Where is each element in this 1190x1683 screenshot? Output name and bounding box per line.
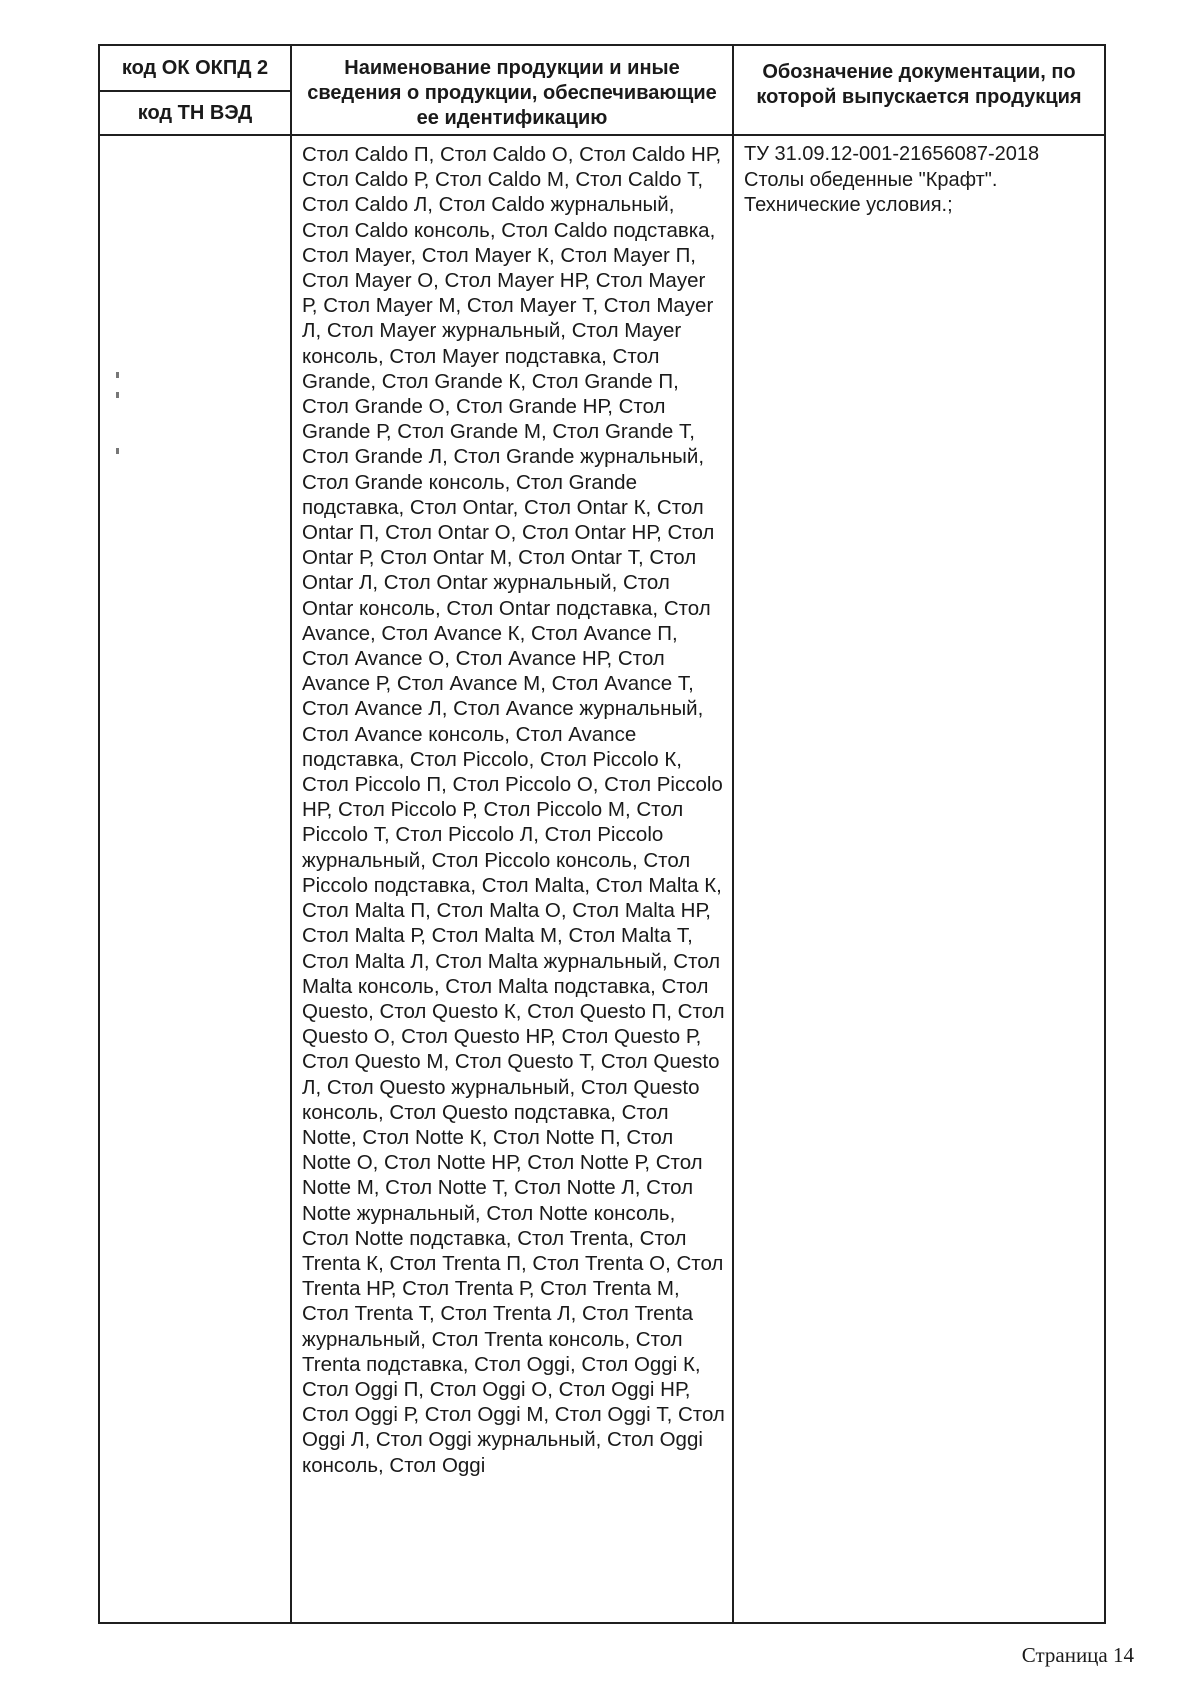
header-product-name-cell [291,45,733,135]
table-header-row [99,45,1105,135]
codes-cell [99,135,291,1623]
designation-title: Столы обеденные "Крафт". [744,168,998,191]
header-documentation-cell [733,45,1105,135]
products-table [98,44,1106,1624]
header-product-name: Наименование продукции и иные сведения о продукции, обеспечивающие ее идентификацию [307,57,717,129]
products-cell [291,135,733,1623]
table-row [99,135,1105,1623]
margin-mark [116,448,119,454]
margin-mark [116,372,119,378]
header-tnved-code: код ТН ВЭД [137,101,253,124]
designation-text [734,136,1104,219]
header-documentation: Обозначение документации, по которой выпускается продукция [756,61,1082,108]
page-number: Страница 14 [1021,1643,1134,1667]
products-list: Стол Caldo П, Стол Caldo О, Стол Caldo НР, Стол Caldo Р, Стол Caldo М, Стол Caldo Т, Стол Caldo Л, Стол Caldo журнальный, Стол Caldo консоль, Стол Caldo подставка, Стол Mayer, Стол Mayer К, Стол Mayer П, Стол Mayer О, Стол Mayer НР, Стол Mayer Р, Стол Mayer М, Стол Mayer Т, Стол Mayer Л, Стол Mayer журнальный, Стол Mayer консоль, Стол Mayer подставка, Стол Grande, Стол Grande К, Стол Grande П, Стол Grande О, Стол Grande НР, Стол Grande Р, Стол Grande М, Стол Grande Т, Стол Grande Л, Стол Grande журнальный, Стол Grande консоль, Стол Grande подставка, Стол Ontar, Стол Ontar К, Стол Ontar П, Стол Ontar О, Стол Ontar НР, Стол Ontar Р, Стол Ontar М, Стол Ontar Т, Стол Ontar Л, Стол Ontar журнальный, Стол Ontar консоль, Стол Ontar подставка, Стол Avance, Стол Avance К, Стол Avance П, Стол Avance О, Стол Avance НР, Стол Avance Р, Стол Avance М, Стол Avance Т, Стол Avance Л, Стол Avance журнальный, Стол Avance консоль, Стол Avance подставка, Стол Piccolo, Стол Piccolo К, Стол Piccolo П, Стол Piccolo О, Стол Piccolo НР, Стол Piccolo Р, Стол Piccolo М, Стол Piccolo Т, Стол Piccolo Л, Стол Piccolo журнальный, Стол Piccolo консоль, Стол Piccolo подставка, Стол Malta, Стол Malta К, Стол Malta П, Стол Malta О, Стол Malta НР, Стол Malta Р, Стол Malta М, Стол Malta Т, Стол Malta Л, Стол Malta журнальный, Стол Malta консоль, Стол Malta подставка, Стол Questo, Стол Questo К, Стол Questo П, Стол Questo О, Стол Questo НР, Стол Questo Р, Стол Questo М, Стол Questo Т, Стол Questo Л, Стол Questo журнальный, Стол Questo консоль, Стол Questo подставка, Стол Notte, Стол Notte К, Стол Notte П, Стол Notte О, Стол Notte НР, Стол Notte Р, Стол Notte М, Стол Notte Т, Стол Notte Л, Стол Notte журнальный, Стол Notte консоль, Стол Notte подставка, Стол Trenta, Стол Trenta К, Стол Trenta П, Стол Trenta О, Стол Trenta НР, Стол Trenta Р, Стол Trenta М, Стол Trenta Т, Стол Trenta Л, Стол Trenta журнальный, Стол Trenta консоль, Стол Trenta подставка, Стол Oggi, Стол Oggi К, Стол Oggi П, Стол Oggi О, Стол Oggi НР, Стол Oggi Р, Стол Oggi М, Стол Oggi Т, Стол Oggi Л, Стол Oggi журнальный, Стол Oggi консоль, Стол Oggi [302,143,725,1477]
header-codes-cell [99,45,291,135]
designation-subtitle: Технические условия.; [744,194,953,216]
header-okpd2-code: код ОК ОКПД 2 [100,46,290,92]
designation-cell [733,135,1105,1623]
designation-standard: ТУ 31.09.12-001-21656087-2018 [744,143,1040,165]
margin-mark [116,392,119,398]
